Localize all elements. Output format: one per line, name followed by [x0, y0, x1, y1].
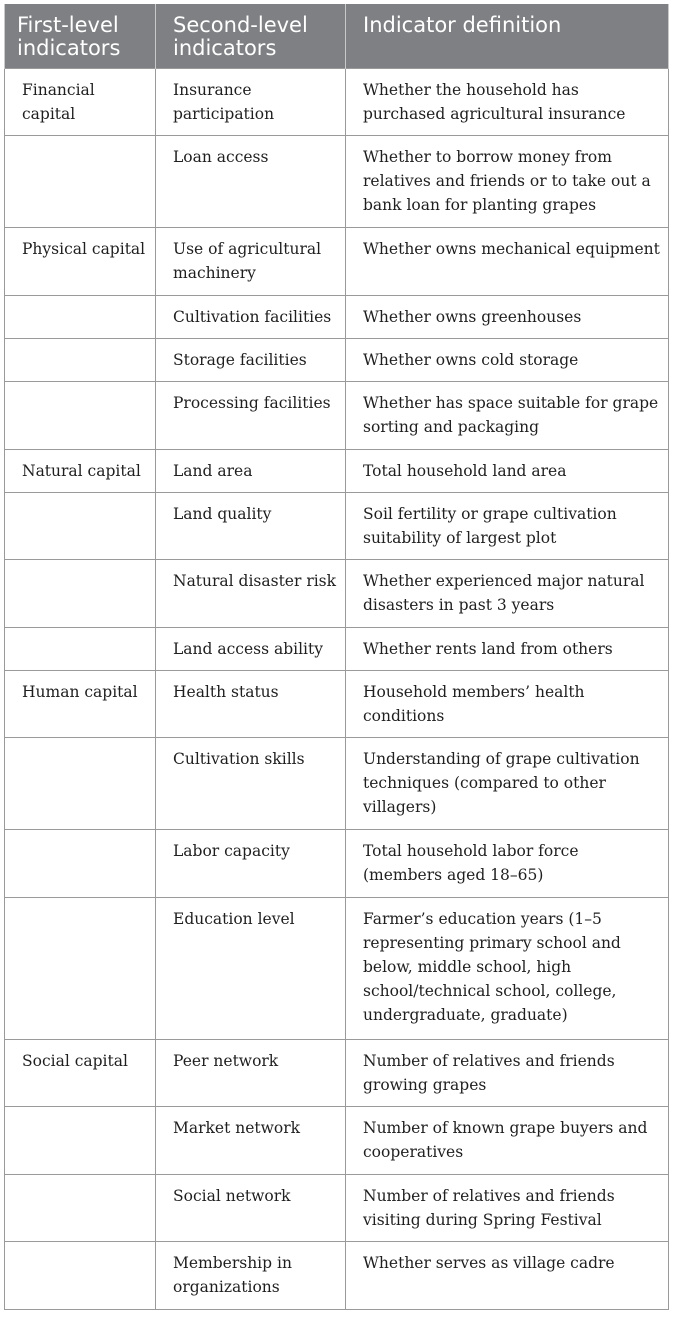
second-level-cell: Market network — [156, 1107, 346, 1175]
definition-cell: Whether experienced major natural disasters in past 3 years — [346, 560, 669, 628]
first-level-cell — [5, 628, 156, 671]
definition-cell: Whether rents land from others — [346, 628, 669, 671]
definition-cell: Number of relatives and friends growing grapes — [346, 1040, 669, 1107]
definition-cell: Whether serves as village cadre — [346, 1242, 669, 1310]
table-row — [5, 830, 669, 898]
table-row — [5, 296, 669, 339]
second-level-cell: Land area — [156, 450, 346, 493]
table-row — [5, 1242, 669, 1310]
first-level-cell: Natural capital — [5, 450, 156, 493]
definition-cell: Understanding of grape cultivation techniques (compared to other villagers) — [346, 738, 669, 830]
definition-cell: Whether owns greenhouses — [346, 296, 669, 339]
table-row — [5, 382, 669, 450]
first-level-cell — [5, 382, 156, 450]
table-row — [5, 898, 669, 1040]
table-row — [5, 1040, 669, 1107]
second-level-cell: Cultivation facilities — [156, 296, 346, 339]
table-row — [5, 69, 669, 136]
first-level-cell: Human capital — [5, 671, 156, 738]
second-level-cell: Education level — [156, 898, 346, 1040]
first-level-cell — [5, 1242, 156, 1310]
second-level-cell: Use of agricultural machinery — [156, 228, 346, 296]
first-level-cell — [5, 296, 156, 339]
first-level-cell — [5, 830, 156, 898]
table-row — [5, 671, 669, 738]
definition-cell: Total household land area — [346, 450, 669, 493]
header-definition: Indicator definition — [346, 4, 669, 69]
second-level-cell: Labor capacity — [156, 830, 346, 898]
definition-cell: Whether to borrow money from relatives and friends or to take out a bank loan for planting grapes — [346, 136, 669, 228]
second-level-cell: Loan access — [156, 136, 346, 228]
first-level-cell — [5, 493, 156, 560]
definition-cell: Whether the household has purchased agricultural insurance — [346, 69, 669, 136]
first-level-cell: Social capital — [5, 1040, 156, 1107]
indicator-table — [4, 4, 669, 1310]
table-row — [5, 493, 669, 560]
first-level-cell — [5, 1107, 156, 1175]
table-row — [5, 228, 669, 296]
definition-cell: Household members’ health conditions — [346, 671, 669, 738]
table-row — [5, 1175, 669, 1242]
second-level-cell: Health status — [156, 671, 346, 738]
second-level-cell: Peer network — [156, 1040, 346, 1107]
second-level-cell: Cultivation skills — [156, 738, 346, 830]
second-level-cell: Insurance participation — [156, 69, 346, 136]
first-level-cell: Financial capital — [5, 69, 156, 136]
header-second-level: Second-level indicators — [156, 4, 346, 69]
table-row — [5, 628, 669, 671]
definition-cell: Number of relatives and friends visiting during Spring Festival — [346, 1175, 669, 1242]
first-level-cell: Physical capital — [5, 228, 156, 296]
definition-cell: Farmer’s education years (1–5 representing primary school and below, middle school, high school/technical school, college, undergraduate, graduate) — [346, 898, 669, 1040]
second-level-cell: Land access ability — [156, 628, 346, 671]
definition-cell: Total household labor force (members aged 18–65) — [346, 830, 669, 898]
second-level-cell: Social network — [156, 1175, 346, 1242]
definition-cell: Whether has space suitable for grape sorting and packaging — [346, 382, 669, 450]
header-first-level: First-level indicators — [5, 4, 156, 69]
definition-cell: Whether owns mechanical equipment — [346, 228, 669, 296]
table-row — [5, 738, 669, 830]
second-level-cell: Natural disaster risk — [156, 560, 346, 628]
first-level-cell — [5, 738, 156, 830]
table-row — [5, 1107, 669, 1175]
second-level-cell: Land quality — [156, 493, 346, 560]
table-row — [5, 339, 669, 382]
second-level-cell: Storage facilities — [156, 339, 346, 382]
definition-cell: Soil fertility or grape cultivation suitability of largest plot — [346, 493, 669, 560]
second-level-cell: Membership in organizations — [156, 1242, 346, 1310]
first-level-cell — [5, 560, 156, 628]
table-header-row — [5, 4, 669, 69]
first-level-cell — [5, 339, 156, 382]
definition-cell: Number of known grape buyers and cooperatives — [346, 1107, 669, 1175]
second-level-cell: Processing facilities — [156, 382, 346, 450]
first-level-cell — [5, 136, 156, 228]
definition-cell: Whether owns cold storage — [346, 339, 669, 382]
first-level-cell — [5, 898, 156, 1040]
table-row — [5, 450, 669, 493]
table-row — [5, 136, 669, 228]
first-level-cell — [5, 1175, 156, 1242]
table-row — [5, 560, 669, 628]
